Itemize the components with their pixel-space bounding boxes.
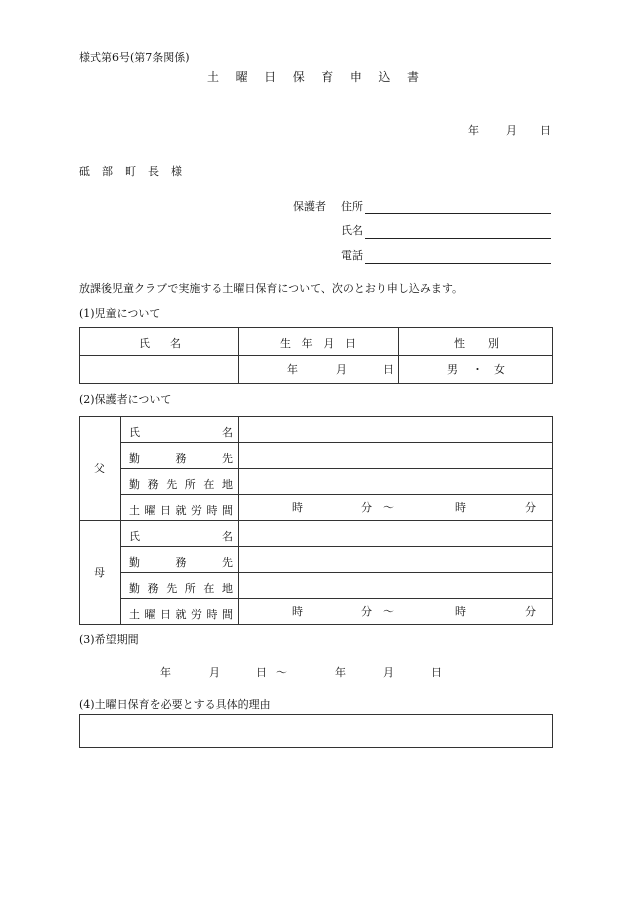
mother-label: 母 xyxy=(94,566,105,579)
title-char: 保 xyxy=(292,70,305,84)
period-tilde: 〜 xyxy=(276,666,287,679)
label-char: 日 xyxy=(160,504,171,517)
section1-heading: (1)児童について xyxy=(79,307,161,320)
header-char: 月 xyxy=(323,337,335,350)
label-char: 勤 xyxy=(129,452,140,465)
father-name-label xyxy=(129,424,233,440)
label-char: 労 xyxy=(191,608,202,621)
label-char: 労 xyxy=(191,504,202,517)
title-char: 土 xyxy=(207,70,220,84)
father-workplace-label xyxy=(129,450,233,466)
label-char: 土 xyxy=(129,608,140,621)
period-from-day: 日 xyxy=(256,666,267,679)
child-gender-header xyxy=(454,335,499,351)
father-start-minute-unit: 分 xyxy=(361,501,372,514)
label-char: 時 xyxy=(206,608,218,621)
father-end-minute-unit: 分 xyxy=(525,501,536,514)
mother-workplace-address-input[interactable] xyxy=(239,573,552,598)
father-time-tilde: 〜 xyxy=(383,501,394,514)
address-field[interactable] xyxy=(365,213,551,214)
period-to-day: 日 xyxy=(431,666,442,679)
addressee-char: 長 xyxy=(148,165,159,178)
addressee-char: 部 xyxy=(102,165,113,178)
label-char: 先 xyxy=(166,478,178,491)
mother-saturday-hours-label xyxy=(129,606,233,622)
address-label: 住所 xyxy=(341,200,363,213)
label-char: 所 xyxy=(184,582,196,595)
guardian-table-divider xyxy=(120,598,553,599)
label-char: 先 xyxy=(166,582,178,595)
guardian-table-divider xyxy=(120,494,553,495)
father-workplace-address-input[interactable] xyxy=(239,469,552,494)
label-char: 氏 xyxy=(129,426,140,439)
label-char: 勤 xyxy=(129,478,140,491)
child-table-divider xyxy=(238,327,239,384)
mother-start-hour-unit: 時 xyxy=(292,605,303,618)
addressee-char: 砥 xyxy=(79,165,90,178)
father-label: 父 xyxy=(94,462,105,475)
addressee xyxy=(79,163,182,179)
label-char: 務 xyxy=(175,452,187,465)
father-workplace-input[interactable] xyxy=(239,443,552,468)
header-char: 生 xyxy=(280,337,291,350)
label-char: 日 xyxy=(160,608,171,621)
form-title xyxy=(207,68,419,85)
father-end-hour-unit: 時 xyxy=(455,501,466,514)
label-char: 在 xyxy=(203,582,215,595)
section2-heading: (2)保護者について xyxy=(79,393,172,406)
gender-male-option[interactable]: 男 xyxy=(447,363,458,376)
intro-text: 放課後児童クラブで実施する土曜日保育について、次のとおり申し込みます。 xyxy=(79,282,464,295)
label-char: 就 xyxy=(175,608,187,621)
header-char: 年 xyxy=(301,337,313,350)
gender-separator: ・ xyxy=(472,363,483,376)
period-to-year: 年 xyxy=(335,666,346,679)
label-char: 務 xyxy=(175,556,187,569)
birth-day-unit: 日 xyxy=(383,363,394,376)
label-char: 先 xyxy=(222,556,233,569)
name-label: 氏名 xyxy=(341,224,363,237)
header-char: 別 xyxy=(488,337,499,350)
child-name-header xyxy=(139,335,181,351)
label-char: 名 xyxy=(222,426,233,439)
label-char: 時 xyxy=(206,504,218,517)
mother-start-minute-unit: 分 xyxy=(361,605,372,618)
header-char: 性 xyxy=(454,337,465,350)
label-char: 所 xyxy=(184,478,196,491)
label-char: 先 xyxy=(222,452,233,465)
mother-end-hour-unit: 時 xyxy=(455,605,466,618)
label-char: 務 xyxy=(147,582,159,595)
title-char: 育 xyxy=(321,70,334,84)
label-char: 間 xyxy=(222,608,233,621)
section4-heading: (4)土曜日保育を必要とする具体的理由 xyxy=(79,698,271,711)
title-char: 曜 xyxy=(235,70,248,84)
date-month-label: 月 xyxy=(506,124,517,137)
guardian-label: 保護者 xyxy=(293,200,326,213)
label-char: 地 xyxy=(221,582,233,595)
father-name-input[interactable] xyxy=(239,417,552,442)
father-start-hour-unit: 時 xyxy=(292,501,303,514)
father-saturday-hours-label xyxy=(129,502,233,518)
label-char: 在 xyxy=(203,478,215,491)
mother-end-minute-unit: 分 xyxy=(525,605,536,618)
child-name-input[interactable] xyxy=(80,356,237,383)
mother-workplace-address-label xyxy=(129,580,233,596)
addressee-char: 様 xyxy=(171,165,182,178)
label-char: 曜 xyxy=(144,504,156,517)
reason-input-box[interactable] xyxy=(79,714,553,748)
mother-workplace-input[interactable] xyxy=(239,547,552,572)
child-birth-header xyxy=(280,335,356,351)
period-from-month: 月 xyxy=(209,666,220,679)
label-char: 曜 xyxy=(144,608,156,621)
date-day-label: 日 xyxy=(540,124,551,137)
header-char: 日 xyxy=(344,337,356,350)
label-char: 名 xyxy=(222,530,233,543)
title-char: 書 xyxy=(406,70,419,84)
label-char: 間 xyxy=(222,504,233,517)
label-char: 勤 xyxy=(129,582,140,595)
date-year-label: 年 xyxy=(468,124,479,137)
child-table-divider xyxy=(398,327,399,384)
label-char: 氏 xyxy=(129,530,140,543)
mother-workplace-label xyxy=(129,554,233,570)
addressee-char: 町 xyxy=(125,165,136,178)
phone-field[interactable] xyxy=(365,263,551,264)
period-to-month: 月 xyxy=(383,666,394,679)
name-field[interactable] xyxy=(365,238,551,239)
title-char: 申 xyxy=(349,70,362,84)
title-char: 日 xyxy=(264,70,277,84)
form-number: 様式第6号(第7条関係) xyxy=(79,51,190,64)
period-from-year: 年 xyxy=(160,666,171,679)
label-char: 地 xyxy=(221,478,233,491)
header-char: 名 xyxy=(170,337,181,350)
birth-month-unit: 月 xyxy=(336,363,347,376)
label-char: 土 xyxy=(129,504,140,517)
mother-time-tilde: 〜 xyxy=(383,605,394,618)
label-char: 務 xyxy=(147,478,159,491)
birth-year-unit: 年 xyxy=(287,363,298,376)
title-char: 込 xyxy=(378,70,391,84)
phone-label: 電話 xyxy=(341,249,363,262)
father-workplace-address-label xyxy=(129,476,233,492)
gender-female-option[interactable]: 女 xyxy=(494,363,505,376)
mother-name-label xyxy=(129,528,233,544)
label-char: 勤 xyxy=(129,556,140,569)
label-char: 就 xyxy=(175,504,187,517)
section3-heading: (3)希望期間 xyxy=(79,633,139,646)
header-char: 氏 xyxy=(139,337,150,350)
mother-name-input[interactable] xyxy=(239,521,552,546)
